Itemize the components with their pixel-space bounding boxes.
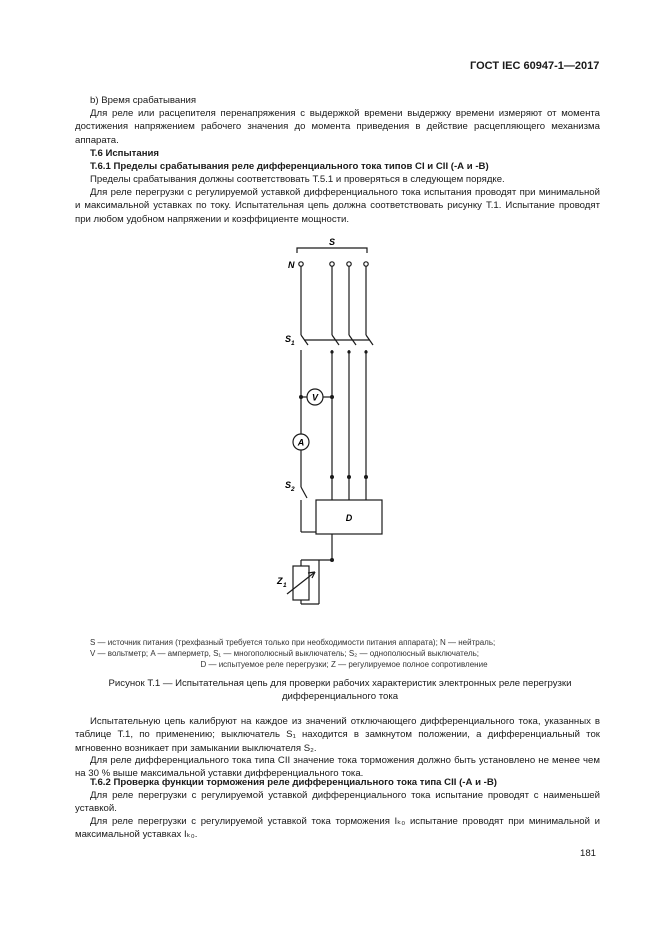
standard-number: ГОСТ IEC 60947-1—2017 bbox=[470, 60, 600, 72]
circuit-diagram bbox=[270, 232, 410, 612]
source-label: S bbox=[328, 237, 336, 247]
impedance-label: Z bbox=[277, 576, 283, 586]
calibration-p2: Для реле дифференциального тока типа CII значение тока торможения должно быть установлено не менее чем на 30 % выше максимальной уставки дифференциального тока. bbox=[75, 755, 600, 780]
source-bracket bbox=[297, 248, 367, 253]
figure-caption-line1: Рисунок Т.1 — Испытательная цепь для проверки рабочих характеристик электронных реле перегрузки bbox=[108, 678, 572, 689]
figure-legend-line3: D — испытуемое реле перегрузки; Z — регулируемое полное сопротивление bbox=[200, 660, 488, 669]
section-b-title: b) Время срабатывания bbox=[90, 95, 197, 106]
terminal-n bbox=[299, 262, 303, 266]
terminal-l2 bbox=[347, 262, 351, 266]
figure-legend-line2: V — вольтметр; A — амперметр, S₁ — многополюсный выключатель; S₂ — однополюсный выключатель; bbox=[90, 649, 479, 658]
ammeter-label: A bbox=[297, 437, 305, 448]
device-label: D bbox=[345, 513, 353, 523]
section-t62-p2: Для реле перегрузки с регулируемой уставкой тока торможения Iₖ₀ испытание проводят при минимальной и максимальной уставках Iₖ₀. bbox=[75, 816, 600, 841]
neutral-label: N bbox=[288, 260, 295, 270]
impedance-subscript: 1 bbox=[283, 582, 287, 589]
terminal-l1 bbox=[330, 262, 334, 266]
terminal-l3 bbox=[364, 262, 368, 266]
section-t62-p1: Для реле перегрузки с регулируемой уставкой дифференциального тока испытание проводят с наименьшей уставкой. bbox=[75, 790, 600, 815]
section-t61-p2: Для реле перегрузки с регулируемой уставкой дифференциального тока испытания проводят при минимальной и максимальной уставках по току. Испытательная цепь должна соответствовать рисунку Т.1. Испытание проводят при любом удобном напряжении и коэффициенте мощности. bbox=[75, 187, 600, 225]
figure-legend-line1: S — источник питания (трехфазный требуется только при необходимости питания аппарата); N — нейтраль; bbox=[90, 638, 496, 647]
s1-label: S bbox=[285, 334, 292, 344]
section-b-text: Для реле или расцепителя перенапряжения с выдержкой времени выдержку времени измеряют от момента достижения напряжением рабочего значения до момента приведения в действие расцепляющего механизма аппарата. bbox=[75, 108, 600, 146]
section-t62-heading: Т.6.2 Проверка функции торможения реле дифференциального тока типа CII (-А и -В) bbox=[90, 777, 497, 788]
section-t61-heading: Т.6.1 Пределы срабатывания реле дифференциального тока типов CI и CII (-А и -В) bbox=[90, 161, 489, 172]
voltmeter-label: V bbox=[311, 392, 319, 403]
impedance-arrow bbox=[287, 572, 315, 594]
section-t6-heading: Т.6 Испытания bbox=[90, 148, 159, 159]
s2-blade bbox=[301, 487, 307, 498]
page-number: 181 bbox=[580, 848, 597, 859]
calibration-p1: Испытательную цепь калибруют на каждое из значений отключающего дифференциального тока, указанных в таблице Т.1, по применению; выключатель S₁ находится в замкнутом положении, а дифференциальный ток мгновенно возникает при замыкании выключателя S₂. bbox=[75, 716, 600, 754]
s1-subscript: 1 bbox=[291, 340, 295, 347]
section-t61-p1: Пределы срабатывания должны соответствовать Т.5.1 и проверяться в следующем порядке. bbox=[90, 174, 505, 185]
figure-caption-line2: дифференциального тока bbox=[281, 691, 399, 702]
s2-subscript: 2 bbox=[291, 486, 295, 493]
s2-label: S bbox=[285, 480, 292, 490]
